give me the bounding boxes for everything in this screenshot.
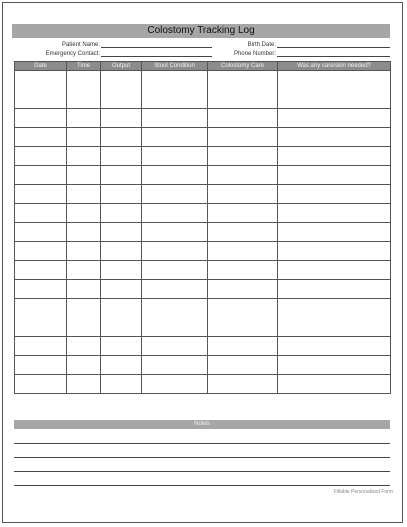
- table-cell[interactable]: [101, 280, 142, 299]
- table-cell[interactable]: [15, 242, 67, 261]
- table-cell[interactable]: [101, 261, 142, 280]
- notes-line[interactable]: [14, 471, 390, 472]
- table-cell[interactable]: [67, 337, 101, 356]
- table-row: [15, 128, 391, 147]
- table-cell[interactable]: [67, 128, 101, 147]
- table-cell[interactable]: [67, 299, 101, 337]
- column-header-colostomy-care: Colostomy Care: [208, 62, 278, 71]
- table-cell[interactable]: [101, 128, 142, 147]
- table-cell[interactable]: [208, 185, 278, 204]
- birth-date-label: Birth Date:: [247, 42, 276, 48]
- table-cell[interactable]: [208, 204, 278, 223]
- log-table: [14, 61, 391, 394]
- table-cell[interactable]: [208, 280, 278, 299]
- footer-credit: Fillable Personalized Form: [333, 489, 393, 495]
- table-cell[interactable]: [15, 147, 67, 166]
- column-header-stool-condition: Stool Condition: [142, 62, 208, 71]
- table-row: [15, 147, 391, 166]
- table-cell[interactable]: [67, 109, 101, 128]
- table-cell[interactable]: [67, 204, 101, 223]
- table-row: [15, 109, 391, 128]
- patient-name-label: Patient Name:: [61, 42, 100, 48]
- table-cell[interactable]: [101, 299, 142, 337]
- table-cell[interactable]: [101, 242, 142, 261]
- table-cell[interactable]: [208, 71, 278, 109]
- table-cell[interactable]: [208, 242, 278, 261]
- table-cell[interactable]: [142, 356, 208, 375]
- table-header-row: [15, 62, 391, 71]
- table-cell[interactable]: [142, 109, 208, 128]
- table-cell[interactable]: [15, 261, 67, 280]
- table-cell[interactable]: [15, 128, 67, 147]
- birth-date-label-wrap: [214, 41, 276, 49]
- table-cell[interactable]: [101, 71, 142, 109]
- table-cell[interactable]: [208, 356, 278, 375]
- table-cell[interactable]: [208, 128, 278, 147]
- table-cell[interactable]: [15, 166, 67, 185]
- table-cell[interactable]: [101, 337, 142, 356]
- table-cell[interactable]: [142, 71, 208, 109]
- emergency-contact-label: Emergency Contact:: [45, 51, 100, 57]
- table-cell[interactable]: [67, 242, 101, 261]
- table-cell[interactable]: [67, 261, 101, 280]
- table-cell[interactable]: [278, 109, 391, 128]
- table-cell[interactable]: [142, 280, 208, 299]
- table-cell[interactable]: [208, 375, 278, 394]
- table-row: [15, 375, 391, 394]
- table-cell[interactable]: [101, 223, 142, 242]
- table-cell[interactable]: [101, 356, 142, 375]
- table-cell[interactable]: [278, 166, 391, 185]
- table-cell[interactable]: [15, 299, 67, 337]
- table-cell[interactable]: [278, 356, 391, 375]
- table-cell[interactable]: [15, 337, 67, 356]
- table-row: [15, 223, 391, 242]
- notes-line[interactable]: [14, 457, 390, 458]
- phone-number-field[interactable]: [277, 56, 390, 57]
- table-cell[interactable]: [278, 375, 391, 394]
- table-cell[interactable]: [15, 71, 67, 109]
- emergency-contact-field[interactable]: [101, 56, 212, 57]
- table-cell[interactable]: [142, 242, 208, 261]
- table-cell[interactable]: [278, 261, 391, 280]
- table-cell[interactable]: [15, 223, 67, 242]
- table-cell[interactable]: [208, 299, 278, 337]
- table-cell[interactable]: [278, 147, 391, 166]
- phone-number-label-wrap: [214, 50, 276, 58]
- table-cell[interactable]: [278, 280, 391, 299]
- table-cell[interactable]: [208, 223, 278, 242]
- table-cell[interactable]: [67, 71, 101, 109]
- table-cell[interactable]: [67, 223, 101, 242]
- table-row: [15, 185, 391, 204]
- table-cell[interactable]: [142, 223, 208, 242]
- table-cell[interactable]: [15, 109, 67, 128]
- table-cell[interactable]: [278, 337, 391, 356]
- table-cell[interactable]: [142, 204, 208, 223]
- table-cell[interactable]: [208, 261, 278, 280]
- phone-number-label: Phone Number:: [233, 51, 276, 57]
- table-row: [15, 356, 391, 375]
- table-cell[interactable]: [15, 356, 67, 375]
- table-cell[interactable]: [278, 71, 391, 109]
- table-cell[interactable]: [15, 204, 67, 223]
- notes-line[interactable]: [14, 443, 390, 444]
- table-cell[interactable]: [67, 166, 101, 185]
- table-cell[interactable]: [278, 299, 391, 337]
- patient-name-field[interactable]: [101, 47, 212, 48]
- emergency-contact-label-wrap: [14, 50, 100, 58]
- table-cell[interactable]: [142, 299, 208, 337]
- table-cell[interactable]: [67, 147, 101, 166]
- table-row: [15, 204, 391, 223]
- table-cell[interactable]: [142, 128, 208, 147]
- table-cell[interactable]: [101, 166, 142, 185]
- table-cell[interactable]: [67, 356, 101, 375]
- table-cell[interactable]: [67, 185, 101, 204]
- form-title: Colostomy Tracking Log: [12, 24, 390, 38]
- birth-date-field[interactable]: [277, 47, 390, 48]
- table-cell[interactable]: [278, 204, 391, 223]
- table-cell[interactable]: [142, 337, 208, 356]
- table-cell[interactable]: [101, 147, 142, 166]
- table-cell[interactable]: [101, 375, 142, 394]
- patient-name-label-wrap: [14, 41, 100, 49]
- table-cell[interactable]: [142, 166, 208, 185]
- table-cell[interactable]: [15, 375, 67, 394]
- table-cell[interactable]: [101, 109, 142, 128]
- table-row: [15, 166, 391, 185]
- table-cell[interactable]: [208, 337, 278, 356]
- column-header-care-needed: Was any care/skin needed?: [278, 62, 391, 71]
- table-row: [15, 299, 391, 337]
- table-row: [15, 337, 391, 356]
- table-cell[interactable]: [208, 166, 278, 185]
- table-cell[interactable]: [101, 185, 142, 204]
- notes-line[interactable]: [14, 485, 390, 486]
- table-cell[interactable]: [142, 185, 208, 204]
- table-cell[interactable]: [15, 185, 67, 204]
- table-cell[interactable]: [67, 375, 101, 394]
- table-cell[interactable]: [15, 280, 67, 299]
- table-row: [15, 280, 391, 299]
- table-cell[interactable]: [67, 280, 101, 299]
- table-cell[interactable]: [278, 223, 391, 242]
- column-header-time: Time: [67, 62, 101, 71]
- table-row: [15, 242, 391, 261]
- table-row: [15, 261, 391, 280]
- table-cell[interactable]: [142, 261, 208, 280]
- table-cell[interactable]: [142, 147, 208, 166]
- table-cell[interactable]: [101, 204, 142, 223]
- table-cell[interactable]: [142, 375, 208, 394]
- table-cell[interactable]: [208, 109, 278, 128]
- table-cell[interactable]: [278, 128, 391, 147]
- column-header-output: Output: [101, 62, 142, 71]
- notes-header: Notes: [14, 420, 390, 429]
- table-cell[interactable]: [208, 147, 278, 166]
- table-cell[interactable]: [278, 185, 391, 204]
- table-row: [15, 71, 391, 109]
- column-header-date: Date: [15, 62, 67, 71]
- table-cell[interactable]: [278, 242, 391, 261]
